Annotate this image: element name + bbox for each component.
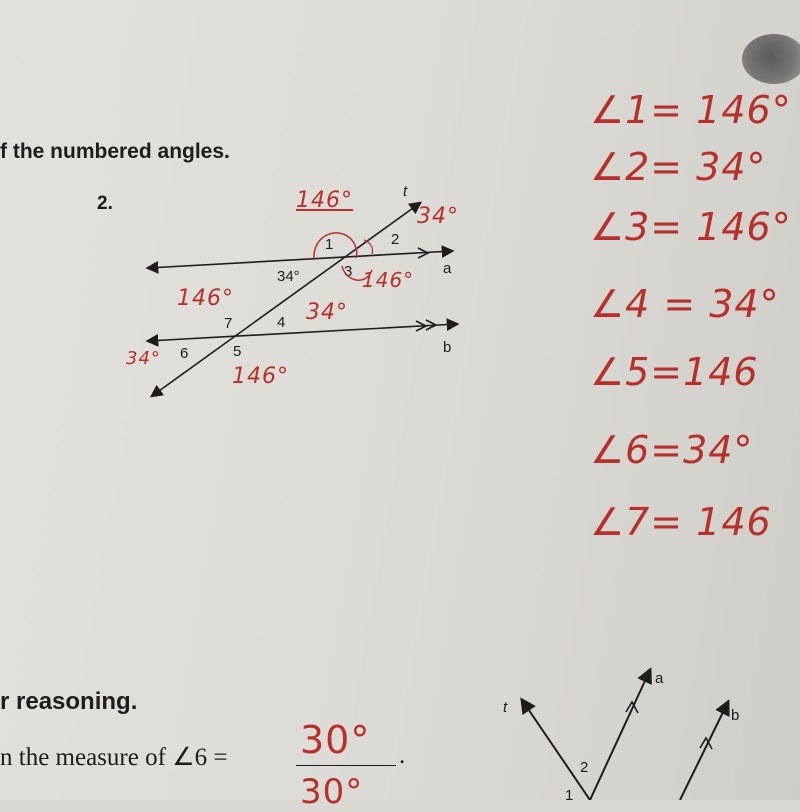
diagram-angle2-value: 34°	[417, 204, 459, 229]
angle-label-5: 5	[233, 343, 242, 360]
angle-label-1: 1	[325, 236, 334, 253]
problem-number: 2.	[97, 193, 113, 214]
second-label-t: t	[503, 699, 508, 716]
instructions-text: f the numbered angles.	[0, 140, 230, 163]
second-label-a: a	[655, 670, 664, 687]
diagram-angle7-value: 146°	[177, 286, 234, 311]
question-period: .	[399, 742, 406, 769]
answer-angle-1: ∠1= 146°	[590, 88, 792, 132]
second-line-a	[590, 670, 650, 800]
label-b: b	[443, 339, 452, 356]
diagram-angle3-value: 146°	[362, 268, 415, 292]
answer-angle-4: ∠4 = 34°	[590, 282, 780, 326]
angle6-question: n the measure of ∠6 =	[0, 744, 228, 771]
angle-label-3: 3	[344, 263, 353, 280]
reasoning-heading: r reasoning.	[0, 688, 138, 715]
angle-label-6: 6	[180, 345, 189, 362]
angle-label-7: 7	[224, 315, 233, 332]
answer-angle-6: ∠6=34°	[590, 428, 754, 472]
printed-angle-34: 34°	[277, 268, 300, 285]
second-angle-2: 2	[580, 759, 589, 776]
second-angle-1: 1	[565, 787, 574, 800]
second-label-b: b	[731, 707, 740, 724]
label-t: t	[403, 183, 408, 200]
diagram-angle1-value: 146°	[296, 188, 353, 213]
answer-angle-7: ∠7= 146	[590, 500, 772, 544]
diagram-angle5-value: 146°	[232, 364, 289, 389]
second-line-b	[680, 702, 728, 800]
angle-label-4: 4	[277, 314, 286, 331]
answer-angle-2: ∠2= 34°	[590, 145, 767, 189]
diagram-angle4-value: 34°	[306, 300, 348, 325]
answer-angle-5: ∠5=146	[590, 350, 759, 394]
second-transversal-t	[522, 700, 590, 800]
angle6-answer: 30°	[300, 718, 371, 762]
label-a: a	[443, 260, 452, 277]
answer-angle-3: ∠3= 146°	[590, 205, 792, 249]
angle-label-2: 2	[391, 231, 400, 248]
diagram-angle6-value: 34°	[126, 348, 161, 369]
next-answer-partial: 30°	[300, 772, 364, 812]
